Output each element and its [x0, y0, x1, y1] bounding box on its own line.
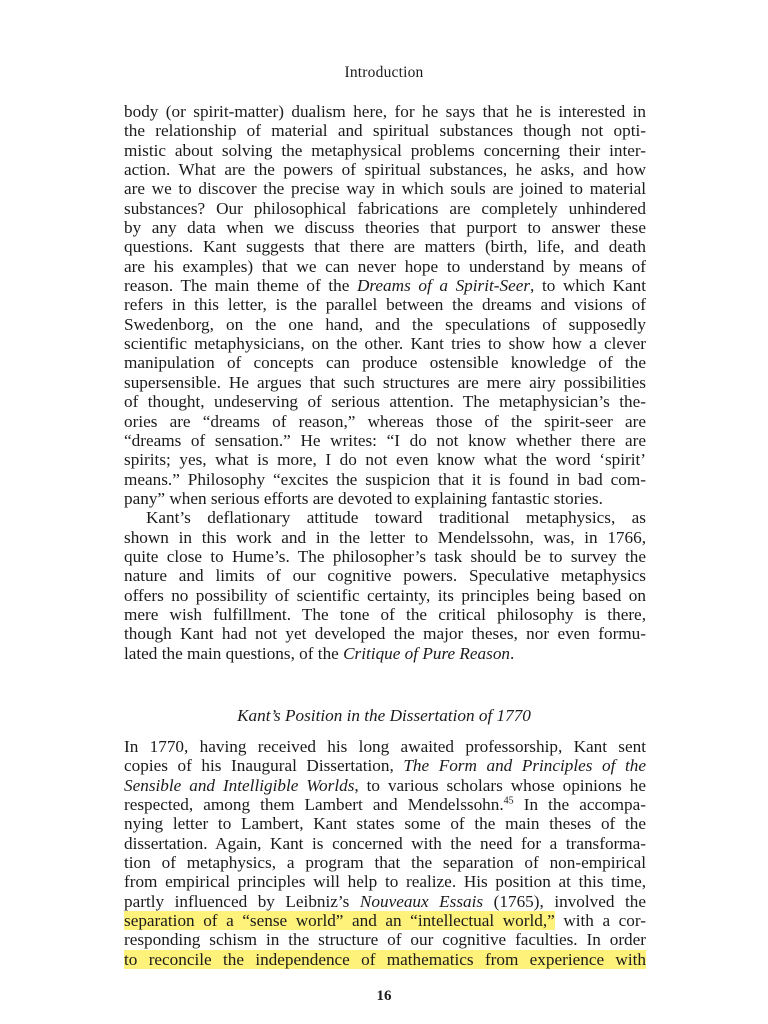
- main-text-lower: [124, 737, 646, 969]
- text-run: , to various scholars whose opinions he: [354, 775, 646, 795]
- text-line: manipulation of concepts can produce ostensible knowledge of the: [124, 353, 646, 373]
- text-run: respected, among them Lambert and Mendelssohn.: [124, 795, 504, 815]
- text-line: substances? Our philosophical fabrications are completely unhindered: [124, 198, 646, 218]
- text-line: [124, 911, 646, 930]
- text-line: though Kant had not yet developed the major theses, nor even formu-: [124, 624, 646, 644]
- page-number: 16: [376, 988, 392, 1004]
- text-line: [124, 776, 646, 795]
- highlighted-text[interactable]: to reconcile the independence of mathematics from experience with: [124, 949, 646, 969]
- text-line: by any data when we discuss theories that purport to answer these: [124, 218, 646, 238]
- text-line: are we to discover the precise way in which souls are joined to material: [124, 179, 646, 199]
- text-run: In the accompa-: [513, 795, 646, 815]
- text-line: nying letter to Lambert, Kant states some of the main theses of the: [124, 814, 646, 834]
- text-line: shown in this work and in the letter to Mendelssohn, was, in 1766,: [124, 527, 646, 547]
- text-line: dissertation. Again, Kant is concerned with the need for a transforma-: [124, 833, 646, 853]
- text-line: Kant’s deflationary attitude toward traditional metaphysics, as: [146, 508, 646, 528]
- text-line: mistic about solving the metaphysical problems concerning their inter-: [124, 140, 646, 160]
- text-line: refers in this letter, is the parallel between the dreams and visions of: [124, 295, 646, 315]
- text-line: the relationship of material and spiritual substances though not opti-: [124, 121, 646, 141]
- text-line: mere wish fulfillment. The tone of the critical philosophy is there,: [124, 604, 646, 624]
- text-run: partly influenced by Leibniz’s: [124, 891, 360, 911]
- book-title: Nouveaux Essais: [359, 891, 484, 911]
- text-line: pany” when serious efforts are devoted to explaining fantastic stories.: [124, 488, 603, 508]
- text-line: [124, 892, 646, 911]
- text-line: supersensible. He argues that such structures are mere airy possibilities: [124, 372, 646, 392]
- text-line: [124, 950, 646, 969]
- text-run: lated the main questions, of the: [124, 643, 344, 663]
- book-title: Dreams of a Spirit-Seer: [356, 276, 531, 296]
- text-line: from empirical principles will help to realize. His position at this time,: [124, 872, 646, 892]
- text-line: In 1770, having received his long awaited professorship, Kant sent: [124, 737, 646, 756]
- text-line: ories are “dreams of reason,” whereas those of the spirit-seer are: [124, 411, 646, 431]
- text-run: (1765), involved the: [483, 891, 646, 911]
- text-run: , to which Kant: [530, 276, 646, 296]
- text-line: [124, 276, 646, 295]
- text-line: of thought, undeserving of serious attention. The metaphysician’s the-: [124, 392, 646, 412]
- book-title: Critique of Pure Reason: [343, 643, 511, 663]
- footnote-ref[interactable]: 45: [503, 795, 514, 807]
- text-run: with a cor-: [554, 911, 646, 931]
- text-line: means.” Philosophy “excites the suspicion that it is found in bad com-: [124, 469, 646, 489]
- highlighted-text[interactable]: separation of a “sense world” and an “intellectual world,”: [124, 911, 555, 931]
- text-run: .: [510, 643, 515, 663]
- book-title: The Form and Principles of the: [403, 756, 646, 776]
- text-line: spirits; yes, what is more, I do not even know what the word ‘spirit’: [124, 450, 646, 470]
- text-line: are his examples) that we can never hope to understand by means of: [124, 256, 646, 276]
- running-head: Introduction: [344, 64, 424, 81]
- text-line: nature and limits of our cognitive powers. Speculative metaphysics: [124, 566, 646, 586]
- text-line: “dreams of sensation.” He writes: “I do not know whether there are: [124, 430, 646, 450]
- text-line: questions. Kant suggests that there are matters (birth, life, and death: [124, 237, 646, 257]
- text-line: Swedenborg, on the one hand, and the speculations of supposedly: [124, 314, 646, 334]
- text-line: [124, 795, 646, 814]
- text-run: reason. The main theme of the: [124, 276, 357, 296]
- text-line: offers no possibility of scientific certainty, its principles being based on: [124, 585, 646, 605]
- text-line: [124, 644, 646, 663]
- section-heading: Kant’s Position in the Dissertation of 1770: [237, 706, 531, 725]
- text-line: quite close to Hume’s. The philosopher’s task should be to survey the: [124, 546, 646, 566]
- book-title: Sensible and Intelligible Worlds: [124, 775, 355, 795]
- text-line: body (or spirit-matter) dualism here, for he says that he is interested in: [124, 102, 646, 121]
- text-line: scientific metaphysicians, on the other. Kant tries to show how a clever: [124, 334, 646, 354]
- text-line: tion of metaphysics, a program that the separation of non-empirical: [124, 853, 646, 873]
- main-text-upper: [124, 102, 646, 663]
- text-line: action. What are the powers of spiritual substances, he asks, and how: [124, 160, 646, 180]
- text-line: responding schism in the structure of our cognitive faculties. In order: [124, 930, 646, 950]
- text-line: [124, 756, 646, 775]
- text-run: copies of his Inaugural Dissertation,: [124, 756, 404, 776]
